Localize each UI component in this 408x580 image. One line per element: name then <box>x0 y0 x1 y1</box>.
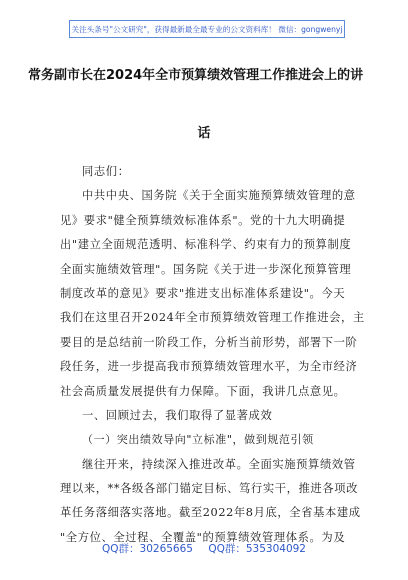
footer-qq-group-2: QQ群：535304092 <box>208 543 306 555</box>
body-line: "全方位、全过程、全覆盖"的预算绩效管理体系。为及 <box>60 530 346 544</box>
promo-banner[interactable]: 关注头条号"公文研究"，获得最新最全最专业的公文资料库！ 微信：gongwenyj <box>69 20 345 38</box>
body-line: 出"建立全面规范透明、标准科学、约束有力的预算制度 <box>60 238 352 252</box>
body-line: 社会高质量发展提供有力保障。下面，我讲几点意见。 <box>60 384 346 398</box>
body-line: 制度改革的意见》要求"推进支出标准体系建设"。今天 <box>60 286 346 300</box>
body-line: 理以来，**各级各部门锚定目标、笃行实干，推进各项改 <box>60 482 359 496</box>
body-line: 见》要求"健全预算绩效标准体系"。党的十九大明确提 <box>60 213 346 227</box>
body-line: 段任务，进一步提高我市预算绩效管理水平，为全市经济 <box>60 360 358 374</box>
subsection-heading: （一）突出绩效导向"立标准"，做到规范引领 <box>82 433 314 447</box>
footer-qq-group-1: QQ群：30265665 <box>102 543 193 555</box>
document-title-line-1: 常务副市长在2024年全市预算绩效管理工作推进会上的讲 <box>28 68 364 83</box>
document-title-line-2: 话 <box>197 126 211 141</box>
salutation: 同志们： <box>82 165 130 178</box>
section-heading: 一、回顾过去，我们取得了显著成效 <box>82 408 273 422</box>
body-line: 继往开来，持续深入推进改革。全面实施预算绩效管 <box>82 457 356 471</box>
body-line: 中共中央、国务院《关于全面实施预算绩效管理的意 <box>82 189 356 203</box>
body-line: 要目的是总结前一阶段工作，分析当前形势，部署下一阶 <box>60 335 358 349</box>
body-line: 革任务落细落实落地。截至2022年8月底，全省基本建成 <box>60 506 361 520</box>
document-body <box>60 160 370 550</box>
subsection-heading-row <box>60 428 370 452</box>
body-line: 全面实施绩效管理"。国务院《关于进一步深化预算管理 <box>60 262 352 276</box>
footer <box>0 541 408 556</box>
body-line: 我们在这里召开2024年全市预算绩效管理工作推进会，主 <box>60 311 365 325</box>
